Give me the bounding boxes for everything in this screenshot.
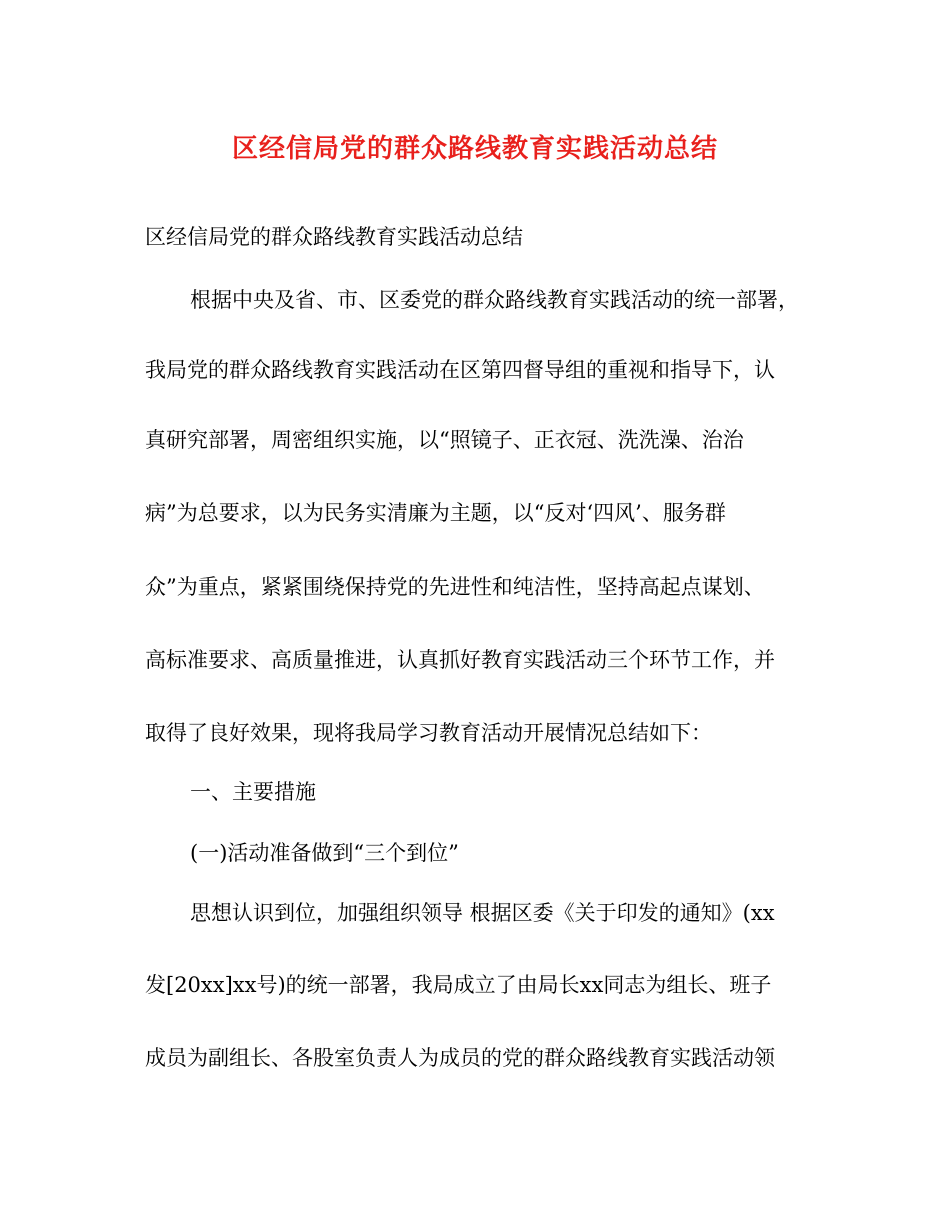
body-line: 我局党的群众路线教育实践活动在区第四督导组的重视和指导下，认 bbox=[145, 358, 775, 382]
section-heading: 一、主要措施 bbox=[190, 780, 316, 804]
body-line: 高标准要求、高质量推进，认真抓好教育实践活动三个环节工作，并 bbox=[145, 648, 775, 672]
body-line: 真研究部署，周密组织实施，以“照镜子、正衣冠、洗洗澡、治治 bbox=[145, 428, 744, 452]
body-line: 病”为总要求，以为民务实清廉为主题，以“反对‘四风’、服务群 bbox=[145, 501, 726, 525]
document-title: 区经信局党的群众路线教育实践活动总结 bbox=[231, 134, 718, 164]
body-line: 众”为重点，紧紧围绕保持党的先进性和纯洁性，坚持高起点谋划、 bbox=[145, 575, 765, 599]
body-line: 根据中央及省、市、区委党的群众路线教育实践活动的统一部署， bbox=[190, 288, 799, 312]
subsection-heading: (一)活动准备做到“三个到位” bbox=[190, 841, 459, 865]
body-line: 取得了良好效果，现将我局学习教育活动开展情况总结如下： bbox=[145, 721, 712, 745]
body-line: 成员为副组长、各股室负责人为成员的党的群众路线教育实践活动领 bbox=[145, 1046, 775, 1070]
document-subtitle: 区经信局党的群众路线教育实践活动总结 bbox=[145, 225, 523, 249]
body-line: 发[20xx]xx号)的统一部署，我局成立了由局长xx同志为组长、班子 bbox=[145, 973, 772, 997]
body-line: 思想认识到位，加强组织领导 根据区委《关于印发的通知》(xx bbox=[190, 901, 775, 925]
